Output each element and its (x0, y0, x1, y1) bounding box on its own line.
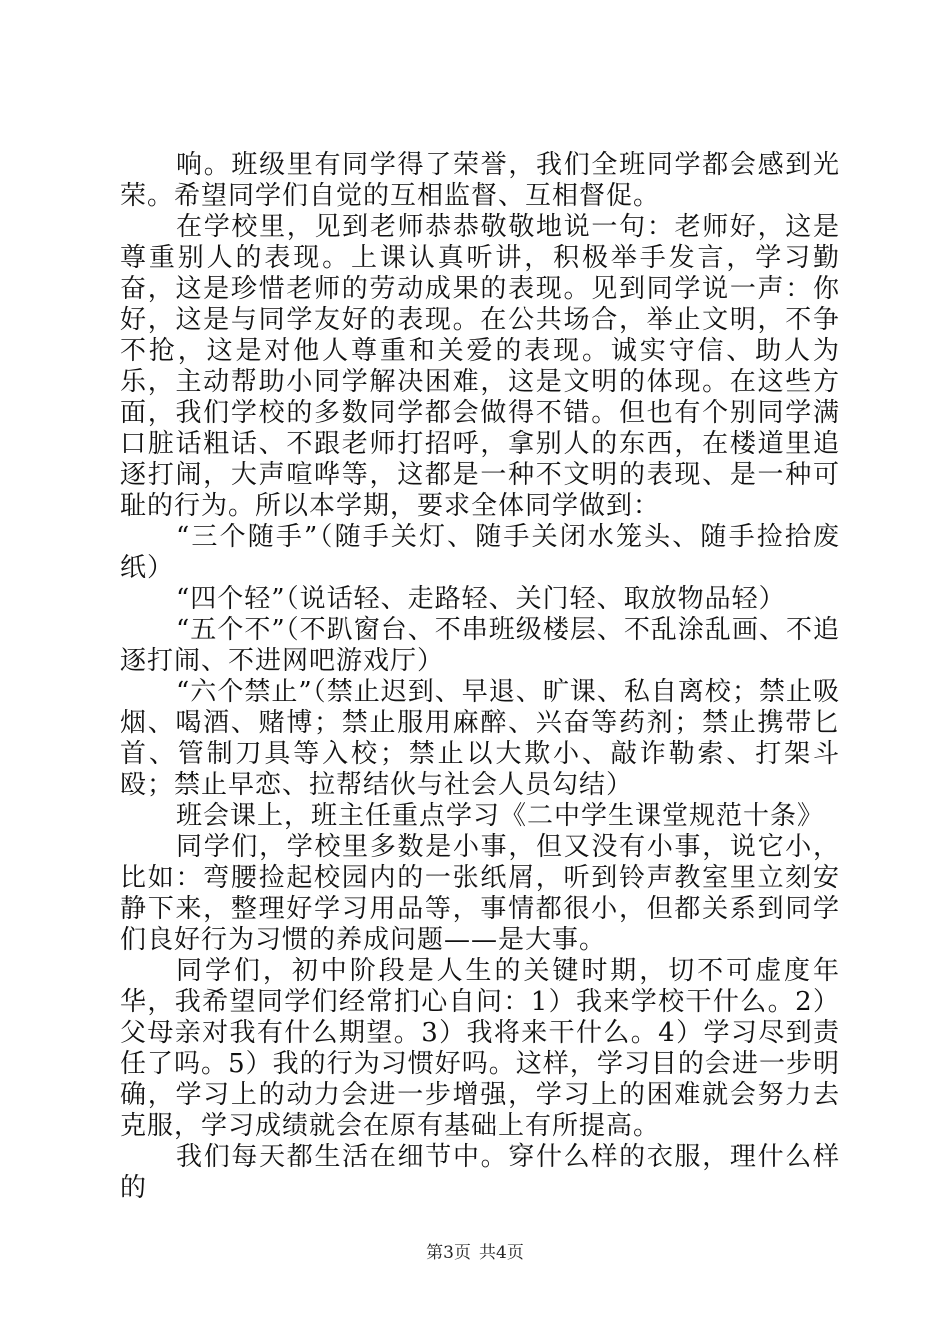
page-footer (0, 1243, 950, 1263)
paragraph: 班会课上，班主任重点学习《二中学生课堂规范十条》 (176, 801, 825, 831)
page-number-total: 共4页 (479, 1243, 524, 1263)
paragraph: “四个轻”（说话轻、走路轻、关门轻、取放物品轻） (176, 584, 786, 614)
paragraph: 我们每天都生活在细节中。穿什么样的衣服，理什么样的 (120, 1142, 840, 1203)
paragraph: 同学们，学校里多数是小事，但又没有小事，说它小，比如：弯腰捡起校园内的一张纸屑，听到铃声教室里立刻安静下来，整理好学习用品等，事情都很小，但都关系到同学们良好行为习惯的养成问题——是大事。 (120, 832, 840, 955)
page-number-current: 第3页 (426, 1243, 471, 1263)
paragraph: 在学校里，见到老师恭恭敬敬地说一句：老师好，这是尊重别人的表现。上课认真听讲，积极举手发言，学习勤奋，这是珍惜老师的劳动成果的表现。见到同学说一声：你好，这是与同学友好的表现。在公共场合，举止文明，不争不抢，这是对他人尊重和关爱的表现。诚实守信、助人为乐，主动帮助小同学解决困难，这是文明的体现。在这些方面，我们学校的多数同学都会做得不错。但也有个别同学满口脏话粗话、不跟老师打招呼，拿别人的东西，在楼道里追逐打闹，大声喧哗等，这都是一种不文明的表现、是一种可耻的行为。所以本学期，要求全体同学做到： (120, 212, 840, 521)
paragraph: 同学们，初中阶段是人生的关键时期，切不可虚度年华，我希望同学们经常扪心自问：1）我来学校干什么。2）父母亲对我有什么期望。3）我将来干什么。4）学习尽到责任了吗。5）我的行为习惯好吗。这样，学习目的会进一步明确，学习上的动力会进一步增强，学习上的困难就会努力去克服，学习成绩就会在原有基础上有所提高。 (120, 956, 840, 1141)
paragraph: 响。班级里有同学得了荣誉，我们全班同学都会感到光荣。希望同学们自觉的互相监督、互相督促。 (120, 150, 840, 211)
paragraph: “三个随手”（随手关灯、随手关闭水笼头、随手捡拾废纸） (120, 522, 840, 583)
paragraph: “六个禁止”（禁止迟到、早退、旷课、私自离校；禁止吸烟、喝酒、赌博；禁止服用麻醉、兴奋等药剂；禁止携带匕首、管制刀具等入校；禁止以大欺小、敲诈勒索、打架斗殴；禁止早恋、拉帮结伙与社会人员勾结） (120, 677, 840, 800)
paragraph: “五个不”（不趴窗台、不串班级楼层、不乱涂乱画、不追逐打闹、不进网吧游戏厅） (120, 615, 840, 676)
document-body (120, 150, 840, 1204)
